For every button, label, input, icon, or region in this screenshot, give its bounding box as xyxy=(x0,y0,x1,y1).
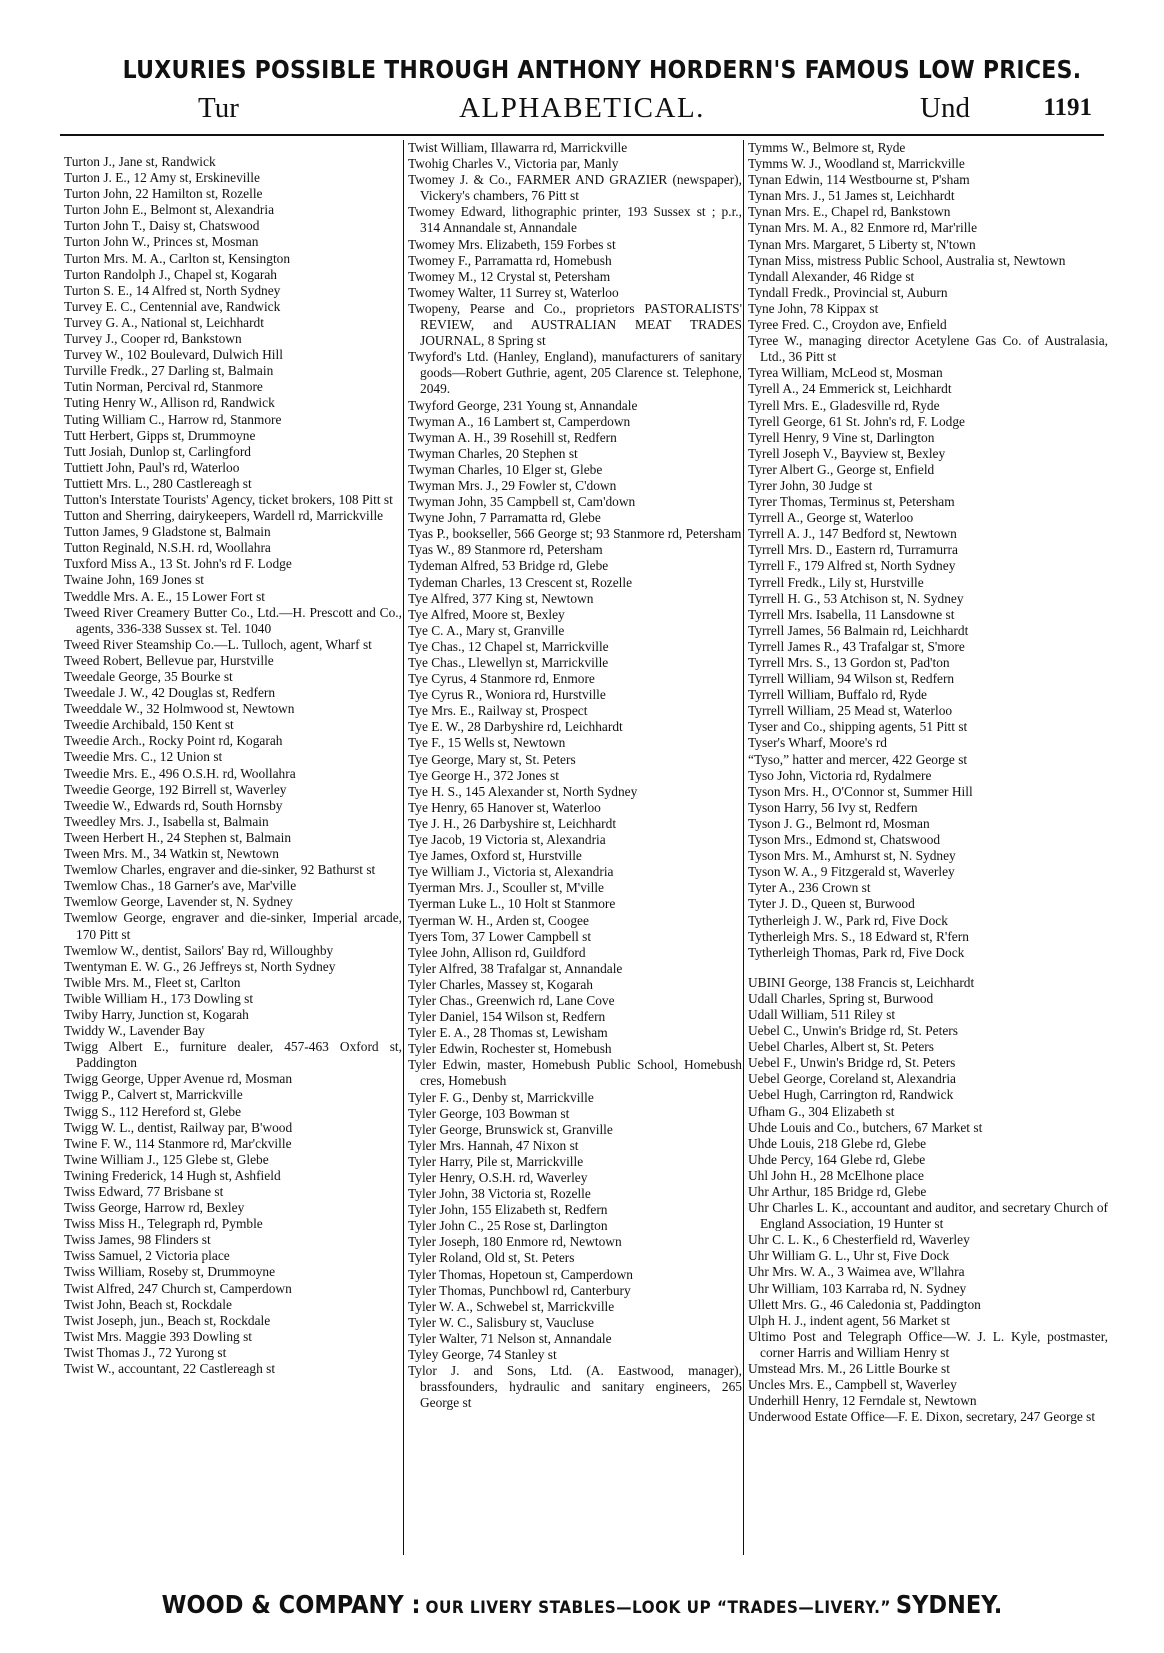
directory-entry: Tutt Herbert, Gipps st, Drummoyne xyxy=(64,427,256,443)
directory-entry: Twigg S., 112 Hereford st, Glebe xyxy=(64,1103,242,1119)
directory-entry: Turvey G. A., National st, Leichhardt xyxy=(64,314,264,330)
top-advertisement-banner: LUXURIES POSSIBLE THROUGH ANTHONY HORDERN'S FAMOUS LOW PRICES. xyxy=(122,55,1082,84)
directory-entry: Tyson W. A., 9 Fitzgerald st, Waverley xyxy=(748,864,955,880)
directory-entry: Tyerman W. H., Arden st, Coogee xyxy=(408,912,589,928)
directory-entry: Twigg George, Upper Avenue rd, Mosman xyxy=(64,1071,293,1087)
directory-entry: Tye Chas., 12 Chapel st, Marrickville xyxy=(408,638,609,654)
directory-entry: Tydeman Alfred, 53 Bridge rd, Glebe xyxy=(408,558,609,574)
directory-entry: Twible Mrs. M., Fleet st, Carlton xyxy=(64,974,241,990)
directory-entry: Tyrrell James R., 43 Trafalgar st, S'more xyxy=(748,638,965,654)
directory-entry: Tytherleigh Thomas, Park rd, Five Dock xyxy=(748,944,965,960)
directory-entry: Twist Joseph, jun., Beach st, Rockdale xyxy=(64,1312,271,1328)
directory-entry: Tuting William C., Harrow rd, Stanmore xyxy=(64,411,282,427)
directory-entry: Tutton and Sherring, dairykeepers, Wardell rd, Marrickville xyxy=(64,508,384,524)
directory-entry: Tweedie Mrs. C., 12 Union st xyxy=(64,749,223,765)
directory-entry: Twomey M., 12 Crystal st, Petersham xyxy=(408,268,611,284)
directory-entry: Tyers Tom, 37 Lower Campbell st xyxy=(408,928,592,944)
directory-entry: Twigg Albert E., furniture dealer, 457-463 Oxford st, Paddington xyxy=(64,1039,402,1071)
directory-entry: Uhr Charles L. K., accountant and auditor, and secretary Church of England Association, 19 Hunter st xyxy=(748,1200,1108,1232)
directory-entry: Tweedie Arch., Rocky Point rd, Kogarah xyxy=(64,733,283,749)
directory-entry: Tye George, Mary st, St. Peters xyxy=(408,751,576,767)
directory-entry: Tyrell George, 61 St. John's rd, F. Lodge xyxy=(748,413,965,429)
directory-entry: Tye James, Oxford st, Hurstville xyxy=(408,848,582,864)
directory-entry: Tyler Alfred, 38 Trafalgar st, Annandale xyxy=(408,960,623,976)
directory-entry: Turvey E. C., Centennial ave, Randwick xyxy=(64,298,281,314)
directory-entry: Twiss Edward, 77 Brisbane st xyxy=(64,1184,224,1199)
column-divider xyxy=(403,140,404,1555)
directory-entry: Tyrrell F., 179 Alfred st, North Sydney xyxy=(748,558,956,574)
directory-entry: Twemlow Chas., 18 Garner's ave, Mar'ville xyxy=(64,878,297,894)
directory-entry: Tweedley Mrs. J., Isabella st, Balmain xyxy=(64,813,269,829)
directory-entry: Twyman Charles, 20 Stephen st xyxy=(408,445,578,461)
directory-entry: Tutin Norman, Percival rd, Stanmore xyxy=(64,379,263,395)
directory-entry: Tyas W., 89 Stanmore rd, Petersham xyxy=(408,542,603,558)
directory-entry: Tweedie W., Edwards rd, South Hornsby xyxy=(64,797,283,813)
directory-entry: Tyrrell William, 25 Mead st, Waterloo xyxy=(748,703,953,719)
directory-entry: Underwood Estate Office—F. E. Dixon, secretary, 247 George st xyxy=(748,1409,1096,1425)
directory-entry: Uhr C. L. K., 6 Chesterfield rd, Waverley xyxy=(748,1232,970,1248)
directory-entry: Tyrer John, 30 Judge st xyxy=(748,477,873,493)
directory-entry: Tweedale J. W., 42 Douglas st, Redfern xyxy=(64,685,276,701)
directory-entry: Tyrrell A., George st, Waterloo xyxy=(748,510,914,526)
directory-entry: Ufham G., 304 Elizabeth st xyxy=(748,1103,895,1119)
directory-entry: Tynan Miss, mistress Public School, Australia st, Newtown xyxy=(748,252,1066,268)
directory-entry: Twiddy W., Lavender Bay xyxy=(64,1023,205,1039)
directory-entry: Tynan Mrs. Margaret, 5 Liberty st, N'town xyxy=(748,236,976,252)
directory-entry: Tyrrell William, 94 Wilson st, Redfern xyxy=(748,671,955,687)
running-head xyxy=(60,88,1104,128)
directory-entry: Tye William J., Victoria st, Alexandria xyxy=(408,864,614,880)
directory-entry: Tyrrell Mrs. D., Eastern rd, Turramurra xyxy=(748,542,958,558)
directory-entry: Tweedie Archibald, 150 Kent st xyxy=(64,717,234,733)
directory-entry: Twist Mrs. Maggie 393 Dowling st xyxy=(64,1328,253,1344)
directory-entry: Tyler W. C., Salisbury st, Vaucluse xyxy=(408,1314,594,1330)
directory-entry: Umstead Mrs. M., 26 Little Bourke st xyxy=(748,1361,950,1377)
directory-entry: Uebel C., Unwin's Bridge rd, St. Peters xyxy=(748,1023,958,1039)
directory-entry: Tuttiett Mrs. L., 280 Castlereagh st xyxy=(64,475,252,491)
directory-entry: Tween Mrs. M., 34 Watkin st, Newtown xyxy=(64,846,279,862)
directory-entry: Twigg W. L., dentist, Railway par, B'wood xyxy=(64,1119,293,1135)
directory-entry: Twyman Mrs. J., 29 Fowler st, C'down xyxy=(408,477,617,493)
directory-entry: Twiss George, Harrow rd, Bexley xyxy=(64,1200,245,1216)
directory-entry: Turton John T., Daisy st, Chatswood xyxy=(64,218,260,234)
directory-entry: Tye George H., 372 Jones st xyxy=(408,767,559,783)
directory-entry: Turton John W., Princes st, Mosman xyxy=(64,234,259,250)
directory-entry: Tyrell Joseph V., Bayview st, Bexley xyxy=(748,445,946,461)
directory-entry: Twiss James, 98 Flinders st xyxy=(64,1232,211,1248)
directory-entry: Twine William J., 125 Glebe st, Glebe xyxy=(64,1151,269,1167)
directory-entry: Tyler Roland, Old st, St. Peters xyxy=(408,1250,575,1266)
bottom-advertisement-banner xyxy=(112,1588,1052,1622)
directory-entry: Tweed River Steamship Co.—L. Tulloch, agent, Wharf st xyxy=(64,636,372,652)
directory-entry: Tyrrell H. G., 53 Atchison st, N. Sydney xyxy=(748,590,964,606)
directory-entry: Tye Jacob, 19 Victoria st, Alexandria xyxy=(408,832,606,848)
directory-entry: Tyson Mrs., Edmond st, Chatswood xyxy=(748,832,941,848)
directory-entry: Twist Alfred, 247 Church st, Camperdown xyxy=(64,1280,292,1296)
directory-entry: Turville Fredk., 27 Darling st, Balmain xyxy=(64,363,274,379)
footer-city: SYDNEY. xyxy=(895,1590,1003,1619)
directory-entry: Tye F., 15 Wells st, Newtown xyxy=(408,735,566,751)
directory-entry: Tye Mrs. E., Railway st, Prospect xyxy=(408,703,588,719)
directory-entry: Tyser's Wharf, Moore's rd xyxy=(748,735,887,751)
directory-entry: Tutt Josiah, Dunlop st, Carlingford xyxy=(64,443,251,459)
directory-entry: Tyter J. D., Queen st, Burwood xyxy=(748,896,915,912)
directory-entry: Tyrrell Mrs. S., 13 Gordon st, Pad'ton xyxy=(748,655,950,670)
running-head-left-guide-word: Tur xyxy=(198,92,239,124)
directory-entry: Tye C. A., Mary st, Granville xyxy=(408,622,565,638)
directory-entry: Tyndall Alexander, 46 Ridge st xyxy=(748,268,915,284)
directory-entry: Tyser and Co., shipping agents, 51 Pitt st xyxy=(748,719,968,735)
directory-entry: Tweedie Mrs. E., 496 O.S.H. rd, Woollahra xyxy=(64,765,296,781)
directory-entry: Twyman John, 35 Campbell st, Cam'down xyxy=(408,494,636,510)
directory-entry: Uhr William, 103 Karraba rd, N. Sydney xyxy=(748,1280,967,1296)
running-head-right-guide-word: Und xyxy=(920,92,970,124)
directory-entry: Twopeny, Pearse and Co., proprietors PASTORALISTS' REVIEW, and AUSTRALIAN MEAT TRADES JOURNAL, 8 Spring st xyxy=(408,300,742,349)
directory-entry: Twentyman E. W. G., 26 Jeffreys st, North Sydney xyxy=(64,958,336,974)
directory-entry: Twyman A. H., 39 Rosehill st, Redfern xyxy=(408,429,617,445)
directory-entry: Tynan Mrs. J., 51 James st, Leichhardt xyxy=(748,188,955,204)
directory-entry: Twomey Mrs. Elizabeth, 159 Forbes st xyxy=(408,236,616,252)
directory-entry: Tymms W. J., Woodland st, Marrickville xyxy=(748,156,965,172)
directory-entry: Tyrell Mrs. E., Gladesville rd, Ryde xyxy=(748,397,940,413)
directory-entry: Tye Alfred, 377 King st, Newtown xyxy=(408,590,594,606)
directory-entry: Ultimo Post and Telegraph Office—W. J. L. Kyle, postmaster, corner Harris and William Henry st xyxy=(748,1328,1108,1360)
directory-entry: Uhde Percy, 164 Glebe rd, Glebe xyxy=(748,1151,926,1167)
directory-entry: Twining Frederick, 14 Hugh st, Ashfield xyxy=(64,1167,281,1183)
directory-entry: Tye E. W., 28 Darbyshire rd, Leichhardt xyxy=(408,719,623,735)
directory-column-2 xyxy=(408,140,742,1555)
directory-column-3 xyxy=(748,140,1108,1555)
directory-entry: Tyler Edwin, master, Homebush Public School, Homebush cres, Homebush xyxy=(408,1057,742,1089)
directory-entry: Twyman Charles, 10 Elger st, Glebe xyxy=(408,461,603,477)
directory-entry: Tyler Chas., Greenwich rd, Lane Cove xyxy=(408,992,615,1008)
directory-entry: Tynan Mrs. E., Chapel rd, Bankstown xyxy=(748,204,951,220)
directory-entry: Uhl John H., 28 McElhone place xyxy=(748,1167,924,1183)
directory-entry: Tyso John, Victoria rd, Rydalmere xyxy=(748,767,932,783)
directory-entry: Turton John E., Belmont st, Alexandria xyxy=(64,202,275,218)
directory-entry: Tyrrell Mrs. Isabella, 11 Lansdowne st xyxy=(748,606,955,622)
directory-entry: Tyley George, 74 Stanley st xyxy=(408,1347,557,1363)
directory-entry: Tynan Mrs. M. A., 82 Enmore rd, Mar'rille xyxy=(748,220,978,236)
directory-entry: Tyrell Henry, 9 Vine st, Darlington xyxy=(748,429,935,445)
directory-column-1 xyxy=(64,154,402,1569)
directory-entry: Tye Cyrus R., Woniora rd, Hurstville xyxy=(408,687,606,703)
directory-entry: Tyler Walter, 71 Nelson st, Annandale xyxy=(408,1330,612,1346)
directory-entry: Ullett Mrs. G., 46 Caledonia st, Paddington xyxy=(748,1296,981,1312)
directory-entry: Tyler John, 155 Elizabeth st, Redfern xyxy=(408,1202,608,1218)
directory-entry: Tyler F. G., Denby st, Marrickville xyxy=(408,1089,594,1105)
directory-entry: Turton Randolph J., Chapel st, Kogarah xyxy=(64,266,278,282)
directory-entry: Twiss Samuel, 2 Victoria place xyxy=(64,1248,230,1264)
directory-entry: Tyler Mrs. Hannah, 47 Nixon st xyxy=(408,1137,579,1153)
directory-entry: Tye Chas., Llewellyn st, Marrickville xyxy=(408,655,609,670)
directory-entry: Twyman A., 16 Lambert st, Camperdown xyxy=(408,413,631,429)
directory-entry: Tyree W., managing director Acetylene Gas Co. of Australasia, Ltd., 36 Pitt st xyxy=(748,333,1108,365)
directory-entry: Twaine John, 169 Jones st xyxy=(64,572,205,588)
directory-entry: Twiby Harry, Junction st, Kogarah xyxy=(64,1006,249,1022)
directory-entry: Twist Thomas J., 72 Yurong st xyxy=(64,1344,227,1360)
directory-entry: Tyrrell James, 56 Balmain rd, Leichhardt xyxy=(748,622,969,638)
directory-entry: Uhr William G. L., Uhr st, Five Dock xyxy=(748,1248,950,1264)
directory-entry: Tyrrell A. J., 147 Bedford st, Newtown xyxy=(748,526,957,542)
directory-entry: Tuttiett John, Paul's rd, Waterloo xyxy=(64,459,240,475)
directory-entry: Tylor J. and Sons, Ltd. (A. Eastwood, manager), brassfounders, hydraulic and sanitary engineers, 265 George st xyxy=(408,1363,742,1411)
directory-entry: Tyrrell William, Buffalo rd, Ryde xyxy=(748,687,927,703)
directory-entry: Udall Charles, Spring st, Burwood xyxy=(748,990,934,1006)
footer-tagline: OUR LIVERY STABLES—LOOK UP “TRADES—LIVERY.” xyxy=(425,1598,891,1618)
directory-entry: Tyrrell Fredk., Lily st, Hurstville xyxy=(748,574,924,590)
directory-entry: Turvey W., 102 Boulevard, Dulwich Hill xyxy=(64,347,283,363)
directory-entry: Twemlow George, Lavender st, N. Sydney xyxy=(64,894,293,910)
directory-entry: Tye H. S., 145 Alexander st, North Sydney xyxy=(408,783,638,799)
directory-entry: Tyler John, 38 Victoria st, Rozelle xyxy=(408,1186,591,1202)
directory-entry: Twyford George, 231 Young st, Annandale xyxy=(408,397,638,413)
directory-entry: Underhill Henry, 12 Ferndale st, Newtown xyxy=(748,1393,977,1409)
directory-entry: Tutton James, 9 Gladstone st, Balmain xyxy=(64,524,271,540)
page-number: 1191 xyxy=(1043,94,1092,121)
directory-entry: Tuxford Miss A., 13 St. John's rd F. Lodge xyxy=(64,556,292,572)
directory-entry: Twible William H., 173 Dowling st xyxy=(64,990,254,1006)
directory-entry: Twomey J. & Co., FARMER AND GRAZIER (newspaper), Vickery's chambers, 76 Pitt st xyxy=(408,172,742,204)
directory-columns xyxy=(64,140,1108,1555)
directory-entry: Twist William, Illawarra rd, Marrickville xyxy=(408,140,628,155)
directory-entry: Tyson Mrs. H., O'Connor st, Summer Hill xyxy=(748,783,973,799)
section-gap xyxy=(748,961,1108,975)
directory-entry: Ulph H. J., indent agent, 56 Market st xyxy=(748,1312,950,1328)
directory-entry: Tween Herbert H., 24 Stephen st, Balmain xyxy=(64,829,292,845)
column-divider xyxy=(743,140,744,1555)
footer-company-name: WOOD & COMPANY : xyxy=(161,1590,421,1619)
directory-entry: Uebel Hugh, Carrington rd, Randwick xyxy=(748,1087,954,1103)
directory-entry: Tye Alfred, Moore st, Bexley xyxy=(408,606,565,622)
directory-entry: Uhr Mrs. W. A., 3 Waimea ave, W'llahra xyxy=(748,1264,965,1280)
directory-entry: Turton S. E., 14 Alfred st, North Sydney xyxy=(64,282,281,298)
directory-entry: Tyler E. A., 28 Thomas st, Lewisham xyxy=(408,1025,608,1041)
directory-entry: Twemlow W., dentist, Sailors' Bay rd, Willoughby xyxy=(64,942,334,958)
directory-entry: Uhde Louis, 218 Glebe rd, Glebe xyxy=(748,1135,927,1151)
directory-entry: Tyler Henry, O.S.H. rd, Waverley xyxy=(408,1170,588,1185)
directory-entry: Uebel F., Unwin's Bridge rd, St. Peters xyxy=(748,1055,956,1071)
directory-entry: Tutton Reginald, N.S.H. rd, Woollahra xyxy=(64,540,271,556)
directory-entry: Tweed Robert, Bellevue par, Hurstville xyxy=(64,652,274,668)
directory-entry: Tymms W., Belmore st, Ryde xyxy=(748,140,906,155)
directory-entry: Tyler Thomas, Hopetoun st, Camperdown xyxy=(408,1266,633,1282)
header-rule xyxy=(60,134,1104,136)
directory-entry: Tweedale George, 35 Bourke st xyxy=(64,669,233,684)
directory-entry: Uncles Mrs. E., Campbell st, Waverley xyxy=(748,1377,957,1393)
directory-entry: Uebel George, Coreland st, Alexandria xyxy=(748,1071,956,1087)
directory-entry: Uhde Louis and Co., butchers, 67 Market st xyxy=(748,1119,983,1135)
directory-entry: Tye Cyrus, 4 Stanmore rd, Enmore xyxy=(408,671,595,687)
directory-entry: Twine F. W., 114 Stanmore rd, Mar'ckville xyxy=(64,1135,292,1151)
directory-entry: Tweedie George, 192 Birrell st, Waverley xyxy=(64,781,287,797)
directory-entry: “Tyso,” hatter and mercer, 422 George st xyxy=(748,751,968,767)
directory-entry: Tyerman Luke L., 10 Holt st Stanmore xyxy=(408,896,616,912)
directory-entry: Tye J. H., 26 Darbyshire st, Leichhardt xyxy=(408,815,617,831)
directory-entry: Twomey Walter, 11 Surrey st, Waterloo xyxy=(408,284,619,300)
running-head-title: ALPHABETICAL. xyxy=(459,92,705,124)
directory-entry: Tyree Fred. C., Croydon ave, Enfield xyxy=(748,317,947,333)
directory-entry: Twemlow Charles, engraver and die-sinker, 92 Bathurst st xyxy=(64,862,376,878)
directory-entry: Twomey Edward, lithographic printer, 193 Sussex st ; p.r., 314 Annandale st, Annandale xyxy=(408,204,742,236)
directory-entry: UBINI George, 138 Francis st, Leichhardt xyxy=(748,974,975,990)
directory-entry: Tweddle Mrs. A. E., 15 Lower Fort st xyxy=(64,588,266,604)
directory-entry: Uhr Arthur, 185 Bridge rd, Glebe xyxy=(748,1184,927,1199)
directory-entry: Tuting Henry W., Allison rd, Randwick xyxy=(64,395,275,411)
directory-entry: Tye Henry, 65 Hanover st, Waterloo xyxy=(408,799,601,815)
directory-entry: Tyter A., 236 Crown st xyxy=(748,880,871,896)
directory-entry: Tyas P., bookseller, 566 George st; 93 Stanmore rd, Petersham xyxy=(408,526,742,542)
directory-entry: Tylee John, Allison rd, Guildford xyxy=(408,944,586,960)
directory-entry: Tyrer Thomas, Terminus st, Petersham xyxy=(748,494,955,510)
directory-entry: Twiss Miss H., Telegraph rd, Pymble xyxy=(64,1216,263,1232)
directory-entry: Tytherleigh Mrs. S., 18 Edward st, R'fern xyxy=(748,928,969,944)
directory-entry: Tyndall Fredk., Provincial st, Auburn xyxy=(748,284,948,300)
directory-entry: Tyne John, 78 Kippax st xyxy=(748,300,879,316)
directory-entry: Tyerman Mrs. J., Scouller st, M'ville xyxy=(408,880,604,896)
directory-entry: Tyler Thomas, Punchbowl rd, Canterbury xyxy=(408,1282,631,1298)
directory-entry: Twist John, Beach st, Rockdale xyxy=(64,1296,232,1312)
directory-entry: Uebel Charles, Albert st, St. Peters xyxy=(748,1039,934,1055)
directory-entry: Twyne John, 7 Parramatta rd, Glebe xyxy=(408,510,601,526)
directory-entry: Tyler Harry, Pile st, Marrickville xyxy=(408,1153,584,1169)
directory-entry: Tyson J. G., Belmont rd, Mosman xyxy=(748,815,930,831)
directory-entry: Twohig Charles V., Victoria par, Manly xyxy=(408,156,619,172)
directory-entry: Tyson Harry, 56 Ivy st, Redfern xyxy=(748,799,918,815)
directory-entry: Turton John, 22 Hamilton st, Rozelle xyxy=(64,186,263,202)
directory-entry: Tyler W. A., Schwebel st, Marrickville xyxy=(408,1298,615,1314)
directory-entry: Tyler John C., 25 Rose st, Darlington xyxy=(408,1218,608,1234)
directory-entry: Turvey J., Cooper rd, Bankstown xyxy=(64,331,242,347)
directory-entry: Twomey F., Parramatta rd, Homebush xyxy=(408,252,612,268)
directory-entry: Twiss William, Roseby st, Drummoyne xyxy=(64,1264,276,1280)
directory-entry: Tyler Edwin, Rochester st, Homebush xyxy=(408,1041,612,1057)
directory-entry: Tweed River Creamery Butter Co., Ltd.—H. Prescott and Co., agents, 336-338 Sussex st. Tel. 1040 xyxy=(64,604,402,636)
directory-entry: Tyrea William, McLeod st, Mosman xyxy=(748,365,943,381)
directory-entry: Tytherleigh J. W., Park rd, Five Dock xyxy=(748,912,948,928)
directory-entry: Tydeman Charles, 13 Crescent st, Rozelle xyxy=(408,574,633,590)
directory-entry: Tweeddale W., 32 Holmwood st, Newtown xyxy=(64,701,295,717)
directory-entry: Twemlow George, engraver and die-sinker, Imperial arcade, 170 Pitt st xyxy=(64,910,402,942)
directory-entry: Tyler Daniel, 154 Wilson st, Redfern xyxy=(408,1009,606,1025)
directory-entry: Twyford's Ltd. (Hanley, England), manufacturers of sanitary goods—Robert Guthrie, agent, 205 Clarence st. Telephone, 2049. xyxy=(408,349,742,397)
directory-entry: Tyler Joseph, 180 Enmore rd, Newtown xyxy=(408,1234,622,1250)
directory-entry: Twist W., accountant, 22 Castlereagh st xyxy=(64,1361,276,1377)
directory-entry: Tyson Mrs. M., Amhurst st, N. Sydney xyxy=(748,848,956,864)
directory-entry: Tynan Edwin, 114 Westbourne st, P'sham xyxy=(748,172,970,188)
directory-entry: Tyler George, Brunswick st, Granville xyxy=(408,1121,613,1137)
directory-entry: Udall William, 511 Riley st xyxy=(748,1006,896,1022)
directory-entry: Tyler Charles, Massey st, Kogarah xyxy=(408,976,593,992)
directory-entry: Turton J. E., 12 Amy st, Erskineville xyxy=(64,170,260,186)
directory-entry: Turton J., Jane st, Randwick xyxy=(64,154,216,169)
directory-entry: Turton Mrs. M. A., Carlton st, Kensington xyxy=(64,250,291,266)
directory-entry: Tutton's Interstate Tourists' Agency, ticket brokers, 108 Pitt st xyxy=(64,491,393,507)
directory-entry: Twigg P., Calvert st, Marrickville xyxy=(64,1087,243,1103)
directory-entry: Tyrer Albert G., George st, Enfield xyxy=(748,461,935,477)
directory-entry: Tyler George, 103 Bowman st xyxy=(408,1105,570,1121)
directory-entry: Tyrell A., 24 Emmerick st, Leichhardt xyxy=(748,381,952,397)
